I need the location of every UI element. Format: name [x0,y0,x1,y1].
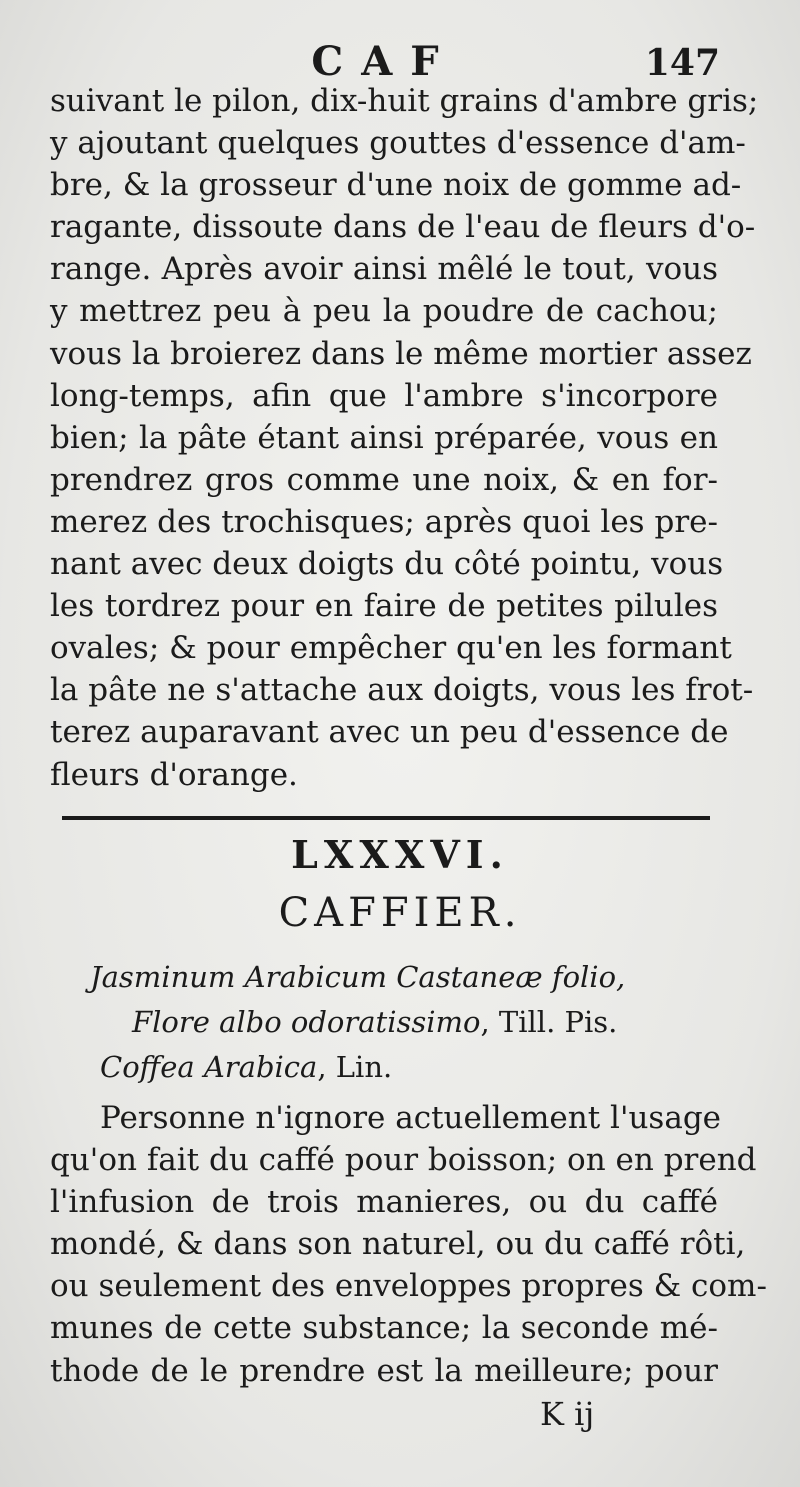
synonym-latin-name: Flore albo odoratissimo [132,1005,481,1039]
text-line: ou seulement des enveloppes propres & com- [50,1268,767,1305]
text-line: munes de cette substance; la seconde mé- [50,1310,718,1347]
text-line: l'infusion de trois manieres, ou du caffé [50,1184,718,1221]
text-line: fleurs d'orange. [50,756,298,793]
page-number: 147 [644,42,720,84]
synonym-line [90,955,720,1000]
text-line: la pâte ne s'attache aux doigts, vous les frot- [50,672,754,709]
section-divider [62,816,710,820]
text-line: les tordrez pour en faire de petites pilules [50,588,718,625]
printer-signature-mark: K ij [540,1395,595,1433]
text-line: bien; la pâte étant ainsi préparée, vous en [50,419,718,456]
text-line: merez des trochisques; après quoi les pre- [50,503,718,540]
synonym-author: , Till. Pis. [480,1005,618,1039]
text-line: y mettrez peu à peu la poudre de cachou; [50,293,718,330]
synonym-latin-name: Coffea Arabica [100,1050,318,1084]
synonym-line [100,1000,720,1045]
text-line: vous la broierez dans le même mortier assez [50,335,752,372]
text-line: bre, & la grosseur d'une noix de gomme ad- [50,167,742,204]
running-head: CAF [311,38,457,85]
text-line: ragante, dissoute dans de l'eau de fleurs d'o- [50,209,756,246]
botanical-synonyms [90,955,720,1090]
text-line: thode de le prendre est la meilleure; pour [50,1352,718,1389]
text-line: ovales; & pour empêcher qu'en les formant [50,630,732,667]
text-line: nant avec deux doigts du côté pointu, vous [50,546,724,583]
text-line: range. Après avoir ainsi mêlé le tout, vous [50,251,718,288]
text-line: qu'on fait du caffé pour boisson; on en prend [50,1142,757,1179]
text-line: Personne n'ignore actuellement l'usage [100,1100,722,1136]
text-line: mondé, & dans son naturel, ou du caffé rôti, [50,1226,746,1263]
synonym-latin-name: Jasminum Arabicum Castaneæ folio, [90,960,626,994]
section-title: CAFFIER. [278,890,522,936]
text-line: long-temps, afin que l'ambre s'incorpore [50,377,718,414]
synonym-author: , Lin. [317,1050,393,1084]
text-line: terez auparavant avec un peu d'essence de [50,714,729,751]
synonym-line [100,1045,720,1090]
text-line: y ajoutant quelques gouttes d'essence d'am- [50,125,746,162]
article-text [50,1097,767,1392]
section-number: LXXXVI. [291,832,509,877]
body-text [50,80,759,796]
text-line: prendrez gros comme une noix, & en for- [50,461,718,498]
text-line: suivant le pilon, dix-huit grains d'ambre gris; [50,83,759,119]
